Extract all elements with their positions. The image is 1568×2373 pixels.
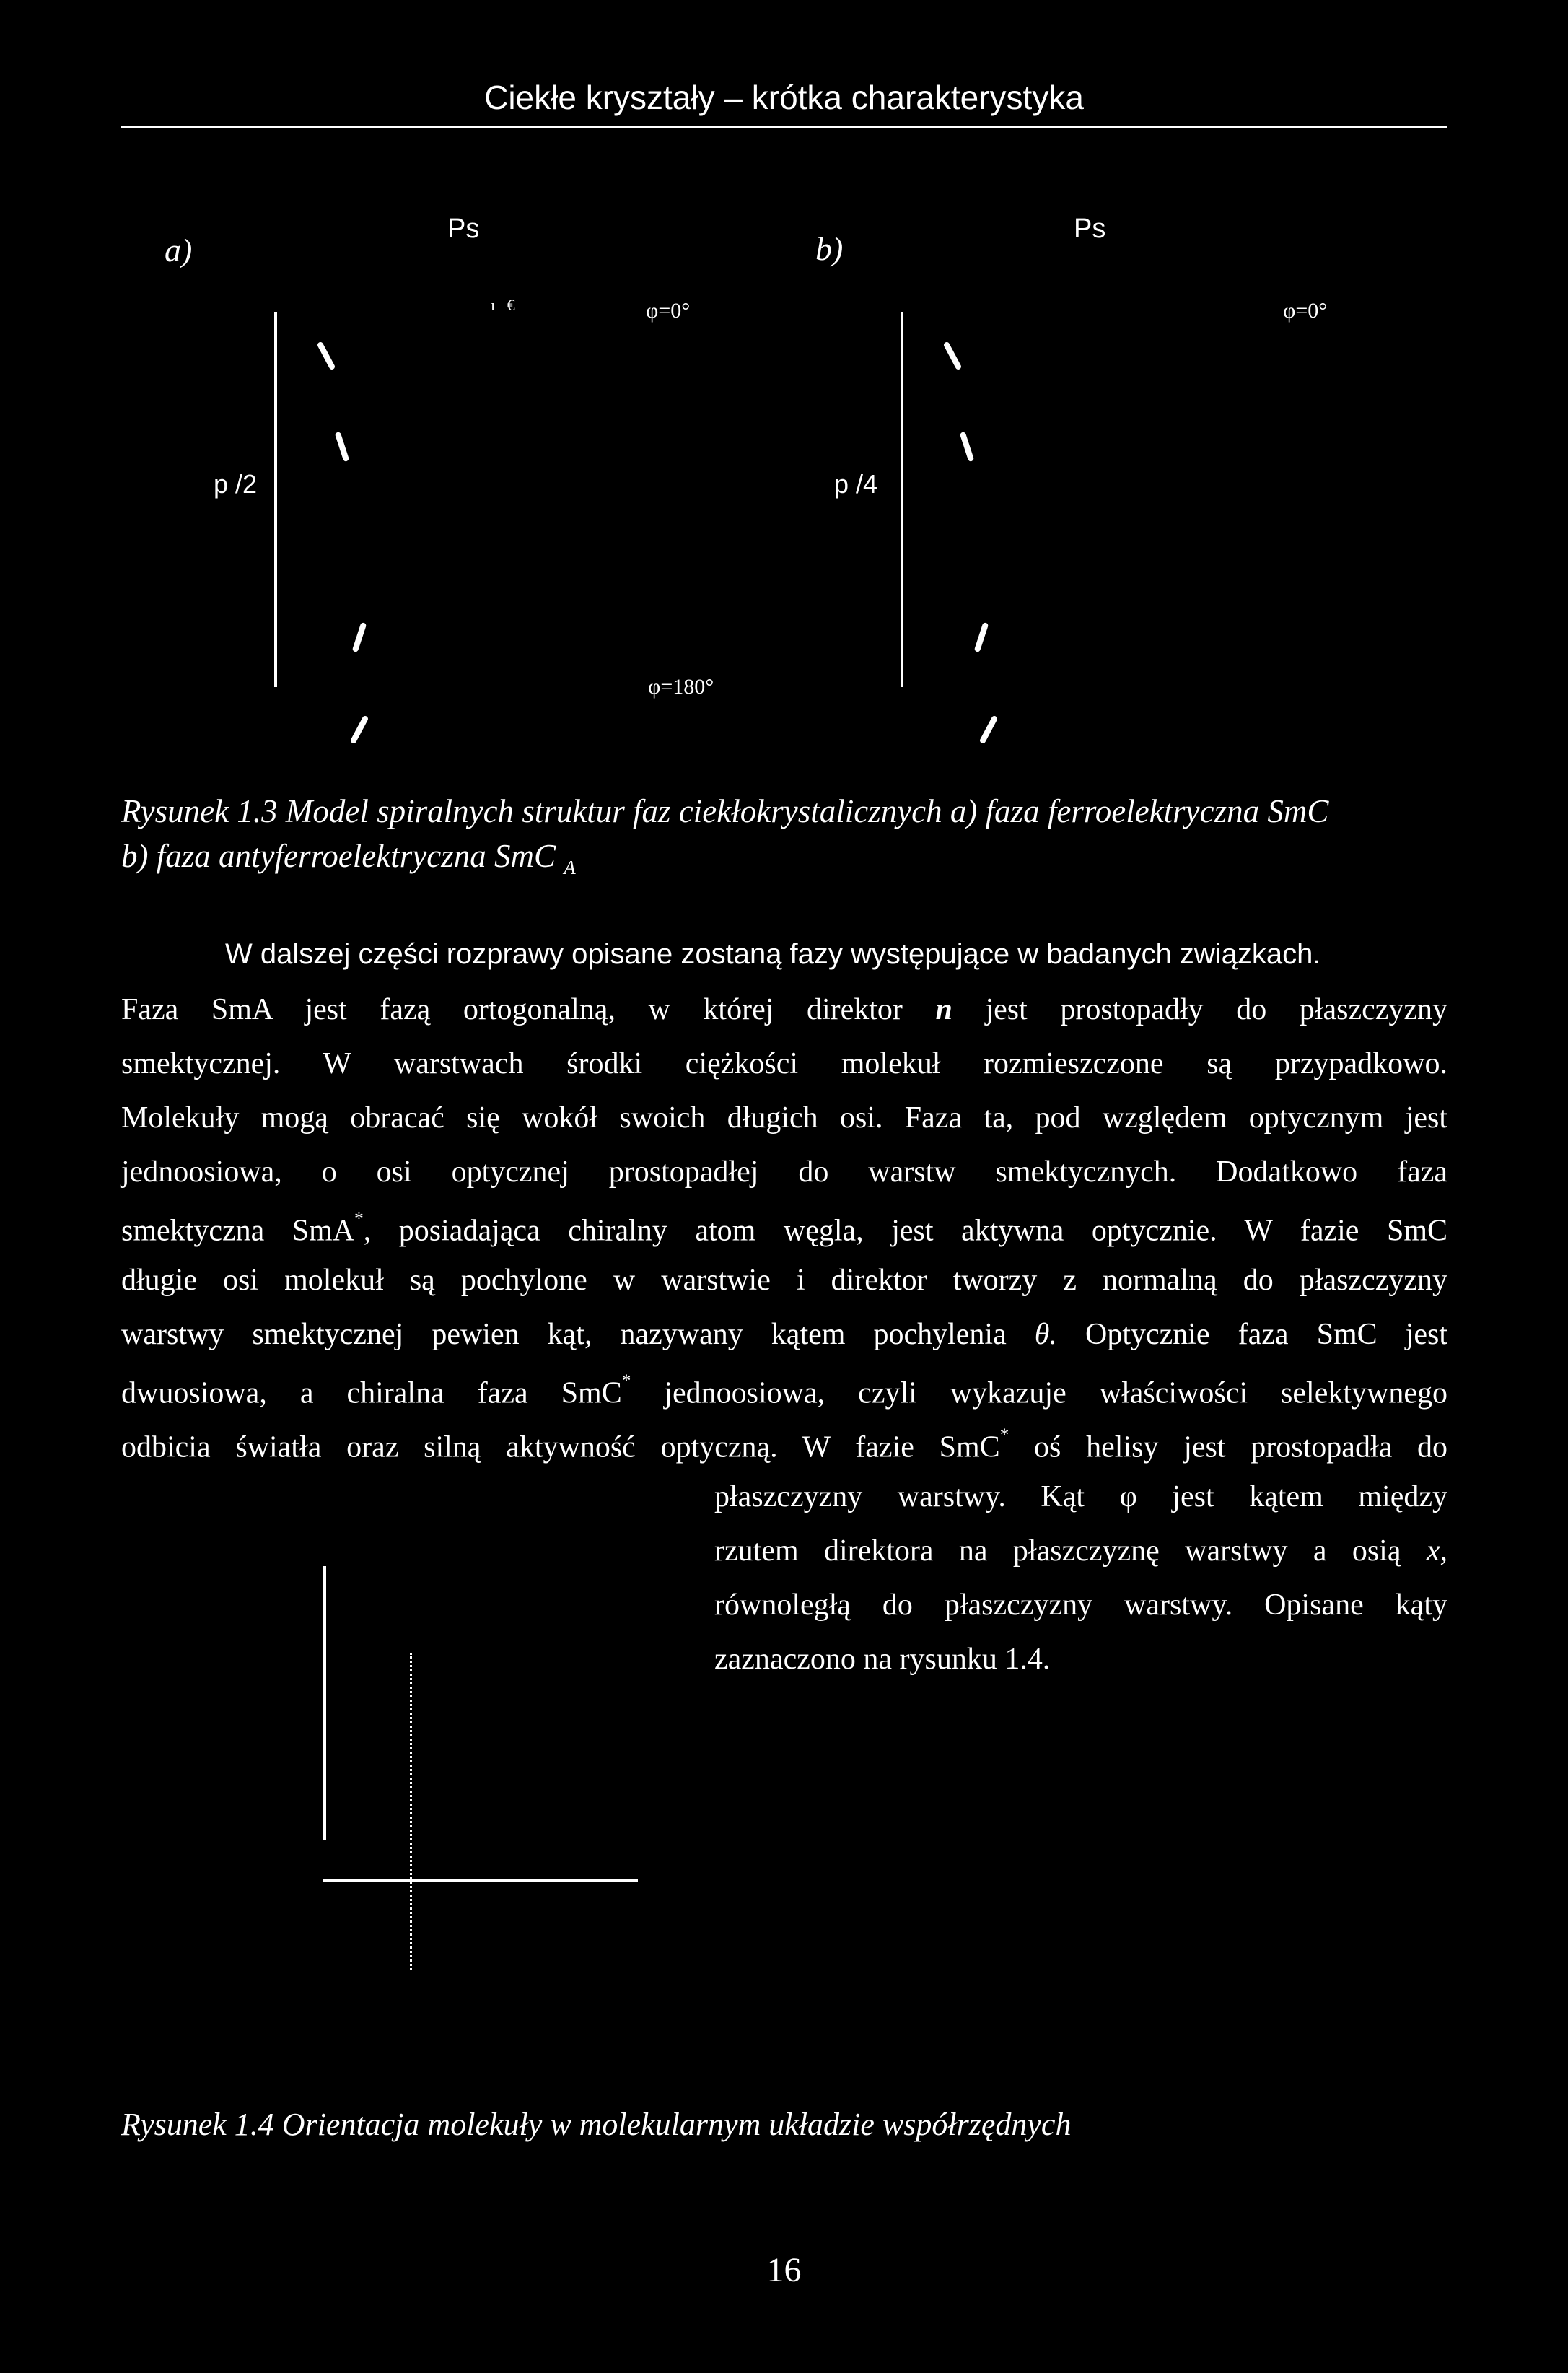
running-header: Ciekłe kryształy – krótka charakterystyka	[484, 79, 1084, 116]
panel-b-label: b)	[815, 230, 844, 267]
panel-a-label: a)	[165, 232, 193, 268]
paragraph-line: płaszczyzny warstwy. Kąt φ jest kątem między	[714, 1480, 1447, 1513]
molecule-marker	[979, 715, 999, 745]
paragraph-line: odbicia światła oraz silną aktywność optyczną. W fazie SmC* oś helisy jest prostopadła do	[121, 1425, 1448, 1464]
paragraph-line: smektyczna SmA*, posiadająca chiralny atom węgla, jest aktywna optycznie. W fazie SmC	[121, 1209, 1447, 1248]
figure-1-3-caption-line2: b) faza antyferroelektryczna SmC $_A$	[121, 838, 576, 878]
ps-label-a: Ps	[447, 214, 480, 244]
paragraph-line: zaznaczono na rysunku 1.4.	[714, 1643, 1051, 1676]
molecule-marker	[317, 341, 336, 371]
paragraph-line: W dalszej części rozprawy opisane zostaną fazy występujące w badanych związkach.	[225, 938, 1321, 970]
figure-1-4-caption: Rysunek 1.4 Orientacja molekuły w molekularnym układzie współrzędnych	[121, 2107, 1072, 2142]
pitch-label-a: p /2	[214, 469, 258, 499]
phi-zero-label-b: φ=0°	[1283, 299, 1328, 323]
molecule-marker	[943, 341, 963, 371]
molecule-marker	[335, 432, 350, 462]
projection-dotted-line	[410, 1653, 412, 1970]
molecule-marker	[352, 622, 367, 652]
paragraph-line: równoległą do płaszczyzny warstwy. Opisane kąty	[714, 1588, 1447, 1622]
figure-1-3-caption-line1: Rysunek 1.3 Model spiralnych struktur faz ciekłokrystalicznych a) faza ferroelektryczna SmC	[121, 793, 1329, 829]
paragraph-line: dwuosiowa, a chiralna faza SmC* jednoosiowa, czyli wykazuje właściwości selektywnego	[121, 1371, 1447, 1410]
molecule-marker	[974, 622, 989, 652]
x-axis	[323, 1879, 638, 1882]
helix-axis-b	[901, 312, 903, 687]
phi-zero-label-a: φ=0°	[646, 299, 691, 323]
molecule-marker	[350, 715, 369, 745]
paragraph-line: rzutem direktora na płaszczyznę warstwy a osią x,	[714, 1534, 1448, 1568]
header-divider	[121, 126, 1447, 128]
pitch-label-b: p /4	[834, 469, 878, 499]
page-number: 16	[766, 2251, 802, 2289]
paragraph-line: warstwy smektycznej pewien kąt, nazywany kątem pochylenia θ. Optycznie faza SmC jest	[121, 1318, 1447, 1351]
phi-180-label: φ=180°	[648, 675, 714, 699]
molecule-top-view-marks: ı €	[491, 296, 515, 314]
molecule-marker	[960, 432, 975, 462]
paragraph-line: długie osi molekuł są pochylone w warstwie i direktor tworzy z normalną do płaszczyzny	[121, 1264, 1447, 1297]
ps-label-b: Ps	[1074, 214, 1106, 244]
paragraph-line: jednoosiowa, o osi optycznej prostopadłej do warstw smektycznych. Dodatkowo faza	[121, 1155, 1447, 1189]
paragraph-line: Molekuły mogą obracać się wokół swoich długich osi. Faza ta, pod względem optycznym jest	[121, 1101, 1447, 1135]
helix-axis-a	[274, 312, 277, 687]
z-axis	[323, 1566, 326, 1840]
paragraph-line: smektycznej. W warstwach środki ciężkości molekuł rozmieszczone są przypadkowo.	[121, 1047, 1447, 1080]
paragraph-line: Faza SmA jest fazą ortogonalną, w której direktor n jest prostopadły do płaszczyzny	[121, 993, 1448, 1026]
